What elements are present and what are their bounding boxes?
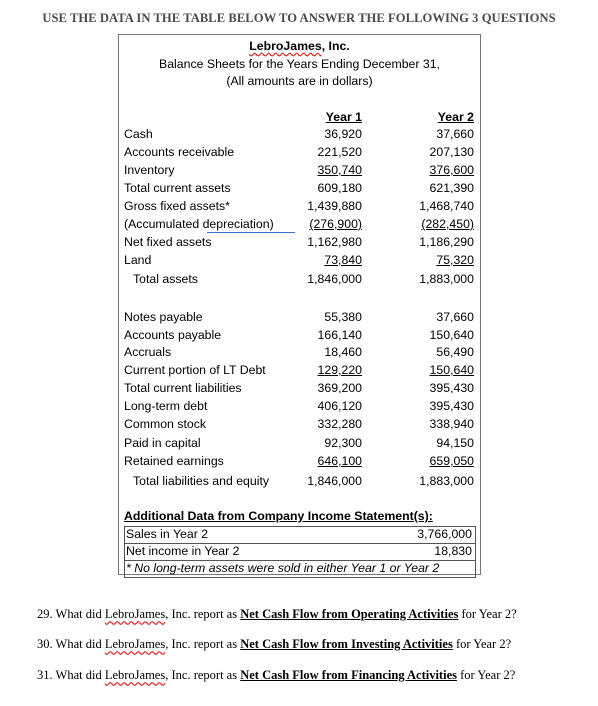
year1-value: 1,162,980: [307, 235, 362, 249]
table-row: [119, 310, 480, 326]
table-row: [119, 235, 480, 251]
year1-value: 55,380: [324, 310, 362, 324]
divider: [475, 526, 476, 577]
net-income-row: [126, 544, 472, 560]
year2-value: 659,050: [429, 454, 474, 468]
row-label: Total liabilities and equity: [133, 474, 270, 488]
year1-value: 92,300: [324, 436, 362, 450]
year2-value: 1,186,290: [419, 235, 474, 249]
year2-value: 56,490: [436, 345, 474, 359]
table-row: [119, 199, 480, 215]
year2-value: 1,883,000: [419, 474, 474, 488]
statement-title: Balance Sheets for the Years Ending December 31,: [159, 57, 440, 71]
year2-value: 621,390: [429, 181, 474, 195]
table-row: [119, 454, 480, 470]
company-suffix: , Inc.: [321, 39, 350, 53]
company-title: [119, 39, 480, 53]
row-label: Common stock: [124, 417, 207, 431]
balance-sheet-table: [118, 34, 481, 575]
question-emphasis: Net Cash Flow from Financing Activities: [240, 668, 457, 682]
question-text: , Inc. report as: [165, 637, 241, 651]
table-row: [119, 345, 480, 361]
year1-value: 18,460: [324, 345, 362, 359]
row-label: Total assets: [133, 272, 198, 286]
year1-value: 221,520: [317, 145, 362, 159]
net-income-label: Net income in Year 2: [126, 544, 240, 558]
year1-value: 1,439,880: [307, 199, 362, 213]
question-29: [37, 607, 517, 622]
table-row: [119, 272, 480, 288]
spellcheck-underline: [207, 232, 295, 233]
question-31: [37, 668, 515, 683]
table-row: [119, 127, 480, 143]
divider: [124, 577, 476, 578]
year1-value: 1,846,000: [307, 474, 362, 488]
company-name: LebroJames: [104, 637, 166, 651]
year1-value: 36,920: [324, 127, 362, 141]
footnote: * No long-term assets were sold in either Year 1 or Year 2: [126, 561, 440, 575]
table-row: [119, 399, 480, 415]
row-label: Notes payable: [124, 310, 203, 324]
question-text: for Year 2?: [452, 637, 512, 651]
year1-value: 129,220: [317, 363, 362, 377]
row-label: Retained earnings: [124, 454, 224, 468]
year2-value: 37,660: [436, 127, 474, 141]
row-label: Accounts receivable: [124, 145, 235, 159]
table-row: [119, 217, 480, 233]
row-label: Long-term debt: [124, 399, 208, 413]
year1-value: 350,740: [317, 163, 362, 177]
sales-label: Sales in Year 2: [126, 527, 209, 541]
table-row: [119, 328, 480, 344]
year1-value: (276,900): [309, 217, 362, 231]
row-label: Total current liabilities: [124, 381, 242, 395]
row-label: Land: [124, 253, 152, 267]
year2-value: 1,883,000: [419, 272, 474, 286]
sales-value: 3,766,000: [417, 527, 472, 541]
row-label: Accounts payable: [124, 328, 222, 342]
table-row: [119, 381, 480, 397]
question-text: for Year 2?: [458, 607, 517, 621]
question-text: for Year 2?: [457, 668, 516, 682]
year2-value: 150,640: [429, 363, 474, 377]
year1-value: 609,180: [317, 181, 362, 195]
question-emphasis: Net Cash Flow from Investing Activities: [240, 637, 453, 651]
year1-value: 369,200: [317, 381, 362, 395]
divider: [124, 526, 125, 577]
year2-value: 207,130: [429, 145, 474, 159]
year2-value: 395,430: [429, 399, 474, 413]
sales-row: [126, 527, 472, 543]
row-label: Current portion of LT Debt: [124, 363, 266, 377]
question-text: , Inc. report as: [165, 607, 241, 621]
year1-value: 646,100: [317, 454, 362, 468]
row-label: Cash: [124, 127, 153, 141]
year1-value: 1,846,000: [307, 272, 362, 286]
year2-value: 376,600: [429, 163, 474, 177]
year2-value: (282,450): [421, 217, 474, 231]
table-row: [119, 363, 480, 379]
company-name: LebroJames: [104, 607, 166, 621]
year1-header: Year 1: [325, 110, 362, 124]
row-label: Net fixed assets: [124, 235, 212, 249]
row-label: Accruals: [124, 345, 172, 359]
question-text: 30. What did: [37, 637, 105, 651]
year1-value: 406,120: [317, 399, 362, 413]
row-label: Paid in capital: [124, 436, 201, 450]
table-row: [119, 436, 480, 452]
row-label: Inventory: [124, 163, 175, 177]
year2-header: Year 2: [437, 110, 474, 124]
year2-value: 1,468,740: [419, 199, 474, 213]
question-emphasis: Net Cash Flow from Operating Activities: [240, 607, 459, 621]
table-row: [119, 181, 480, 197]
company-name: LebroJames: [249, 39, 322, 53]
year2-value: 37,660: [436, 310, 474, 324]
question-text: 29. What did: [37, 607, 105, 621]
row-label: Gross fixed assets*: [124, 199, 230, 213]
year2-value: 395,430: [429, 381, 474, 395]
additional-data-box: [124, 509, 476, 579]
table-row: [119, 163, 480, 179]
table-row: [119, 253, 480, 269]
company-name: LebroJames: [104, 668, 166, 682]
year1-value: 166,140: [317, 328, 362, 342]
question-30: [37, 637, 511, 652]
year2-value: 338,940: [429, 417, 474, 431]
statement-units: (All amounts are in dollars): [226, 74, 373, 88]
column-headers: [119, 110, 480, 126]
additional-data-title: Additional Data from Company Income Statement(s):: [124, 509, 433, 523]
question-text: , Inc. report as: [165, 668, 241, 682]
question-text: 31. What did: [37, 668, 105, 682]
table-row: [119, 474, 480, 490]
net-income-value: 18,830: [434, 544, 472, 558]
year2-value: 94,150: [436, 436, 474, 450]
row-label: Total current assets: [124, 181, 231, 195]
row-label: (Accumulated depreciation): [124, 217, 274, 231]
table-row: [119, 145, 480, 161]
table-row: [119, 417, 480, 433]
year2-value: 75,320: [436, 253, 474, 267]
year1-value: 332,280: [317, 417, 362, 431]
year1-value: 73,840: [324, 253, 362, 267]
instructions-header: USE THE DATA IN THE TABLE BELOW TO ANSWER THE FOLLOWING 3 QUESTIONS: [42, 11, 556, 25]
year2-value: 150,640: [429, 328, 474, 342]
